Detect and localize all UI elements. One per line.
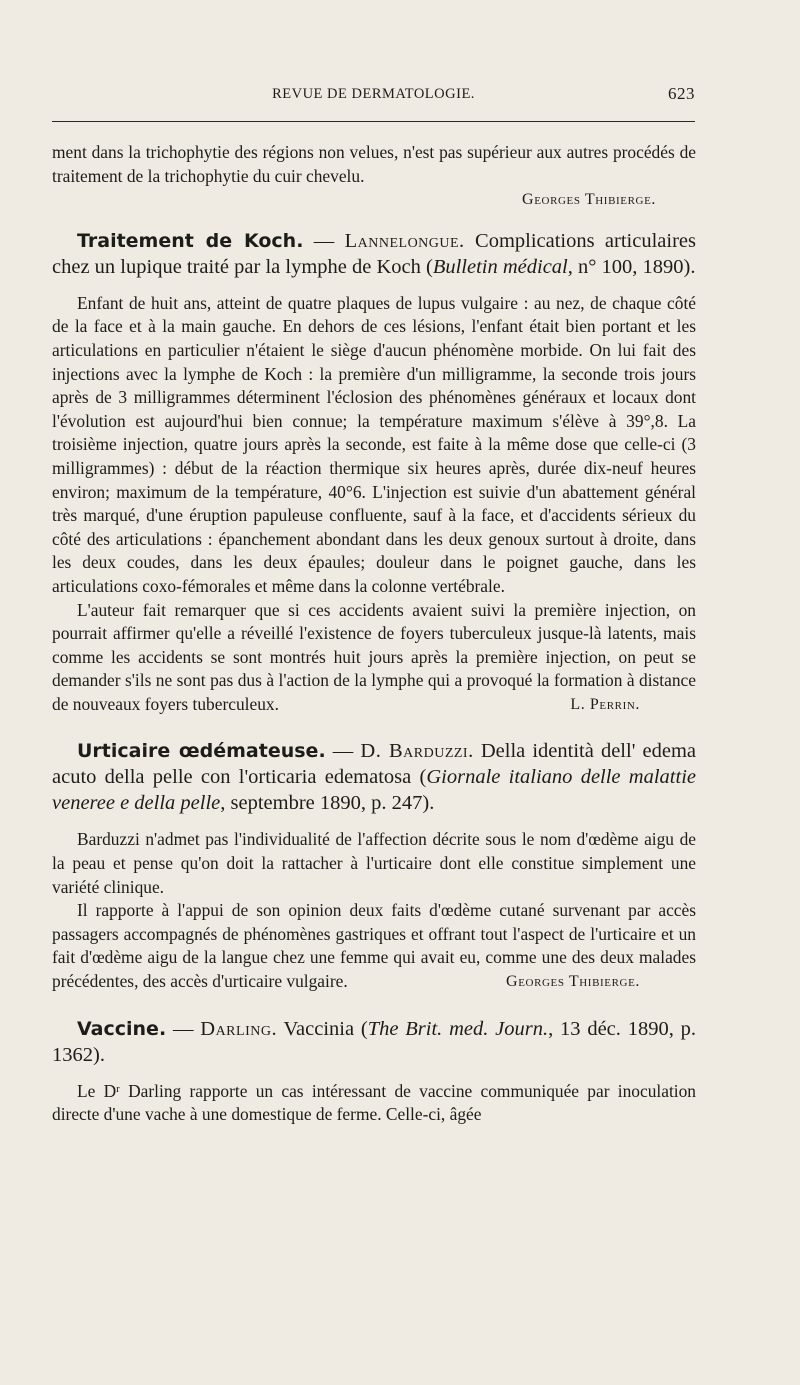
section2-journal: Bulletin médical bbox=[432, 255, 568, 278]
section3-author: D. Barduzzi. bbox=[360, 740, 474, 763]
page-number: 623 bbox=[668, 84, 695, 103]
section4-p1-sup: r bbox=[116, 1082, 120, 1095]
section1-signature: Georges Thibierge. bbox=[522, 191, 656, 209]
header-rule bbox=[52, 121, 695, 122]
section4-ref: , 13 déc. 1890, p. 1362). bbox=[52, 1017, 697, 1066]
section2-author: Lannelongue. bbox=[344, 229, 465, 252]
section3-paragraph-1: Barduzzi n'admet pas l'individualité de l'affection décrite sous le nom d'œdème aigu de la peau et pense qu'on doit la rattacher à l'urticaire dont elle constitue simplement une variété clinique. bbox=[52, 829, 696, 897]
section2-ref: , n° 100, 1890). bbox=[567, 255, 696, 278]
section4-lead: Vaccine. bbox=[77, 1017, 167, 1040]
section3-paragraph-2 bbox=[52, 899, 696, 993]
section2-signature: L. Perrin. bbox=[570, 695, 640, 713]
section3-dash: — bbox=[325, 740, 361, 763]
section3-signature: Georges Thibierge. bbox=[506, 973, 640, 991]
section2-paragraph-2 bbox=[52, 599, 696, 717]
section2-dash: — bbox=[303, 229, 345, 252]
section3-paragraph-2-text: Il rapporte à l'appui de son opinion deux faits d'œdème cutané survenant par accès passagers accompagnés de phénomènes gastriques et offrant tout l'aspect de l'urticaire et un fait d'œdème aigu de la langue chez une femme qui avait eu, comme une des deux malades précédentes, des accès d'urticaire vulgaire. bbox=[52, 900, 696, 992]
section4-p1-rest: Darling rapporte un cas intéressant de vaccine communiquée par inoculation directe d'une vache à une domestique de ferme. Celle-ci, âgée bbox=[52, 1080, 696, 1125]
section3-heading bbox=[52, 738, 696, 816]
section4-title: Vaccinia ( bbox=[277, 1017, 368, 1040]
section4-dash: — bbox=[166, 1017, 201, 1040]
section2-paragraph-2-text: L'auteur fait remarquer que si ces accidents avaient suivi la première injection, on pourrait affirmer qu'elle a réveillé l'existence de foyers tuberculeux jusque-là latents, mais comme les accidents se sont montrés huit jours après la première injection, on peut se demander s'ils ne sont pas dus à l'action de la lymphe qui a provoqué la formation à distance de nouveaux foyers tuberculeux. bbox=[52, 599, 696, 714]
running-header bbox=[52, 86, 695, 108]
section2-heading bbox=[52, 228, 696, 280]
section2-lead: Traitement de Koch. bbox=[77, 229, 304, 252]
journal-title: REVUE DE DERMATOLOGIE. bbox=[272, 86, 475, 102]
section4-heading bbox=[52, 1016, 696, 1068]
section4-p1-start: Le D bbox=[77, 1080, 117, 1101]
section4-paragraph-1 bbox=[52, 1080, 696, 1127]
section2-paragraph-1: Enfant de huit ans, atteint de quatre plaques de lupus vulgaire : au nez, de chaque côté de la face et à la main gauche. En dehors de ces lésions, l'enfant était bien portant et les articulations en particulier n'étaient le siège d'aucun phénomène morbide. On lui fait des injections avec la lymphe de Koch : la première d'un milligramme, la seconde trois jours après de 3 milligrammes déterminent l'éclosion des phénomènes généraux et locaux dont l'évolution est aujourd'hui bien connue; la température maximum s'élève à 39°,8. La troisième injection, quatre jours après la seconde, est faite à la même dose que celle-ci (3 milligrammes) : début de la réaction thermique six heures après, durée dix-neuf heures environ; maximum de la température, 40°6. L'injection est suivie d'un abattement général très marqué, d'une éruption papuleuse confluente, sauf à la face, et d'accidents sérieux du côté des articulations : épanchement abondant dans les deux genoux surtout à droite, dans les deux coudes, dans les deux épaules; douleur dans le poignet gauche, dans les articulations coxo-fémorales et même dans la colonne vertébrale. bbox=[52, 292, 696, 596]
section3-journal: Giornale italiano delle malattie veneree e della pelle bbox=[52, 766, 696, 815]
section3-title: Della identità dell' edema acuto della pelle con l'orticaria edematosa ( bbox=[52, 740, 697, 789]
section4-author: Darling. bbox=[200, 1017, 278, 1040]
section2-title: Complications articulaires chez un lupique traité par la lymphe de Koch ( bbox=[52, 229, 696, 278]
section3-lead: Urticaire œdémateuse. bbox=[77, 740, 326, 763]
section4-journal: The Brit. med. Journ. bbox=[367, 1017, 549, 1040]
section1-paragraph: ment dans la trichophytie des régions non velues, n'est pas supérieur aux autres procédés de traitement de la trichophytie du cuir chevelu. bbox=[52, 142, 696, 186]
page-body bbox=[52, 141, 696, 1127]
section3-ref: , septembre 1890, p. 247). bbox=[220, 792, 435, 815]
